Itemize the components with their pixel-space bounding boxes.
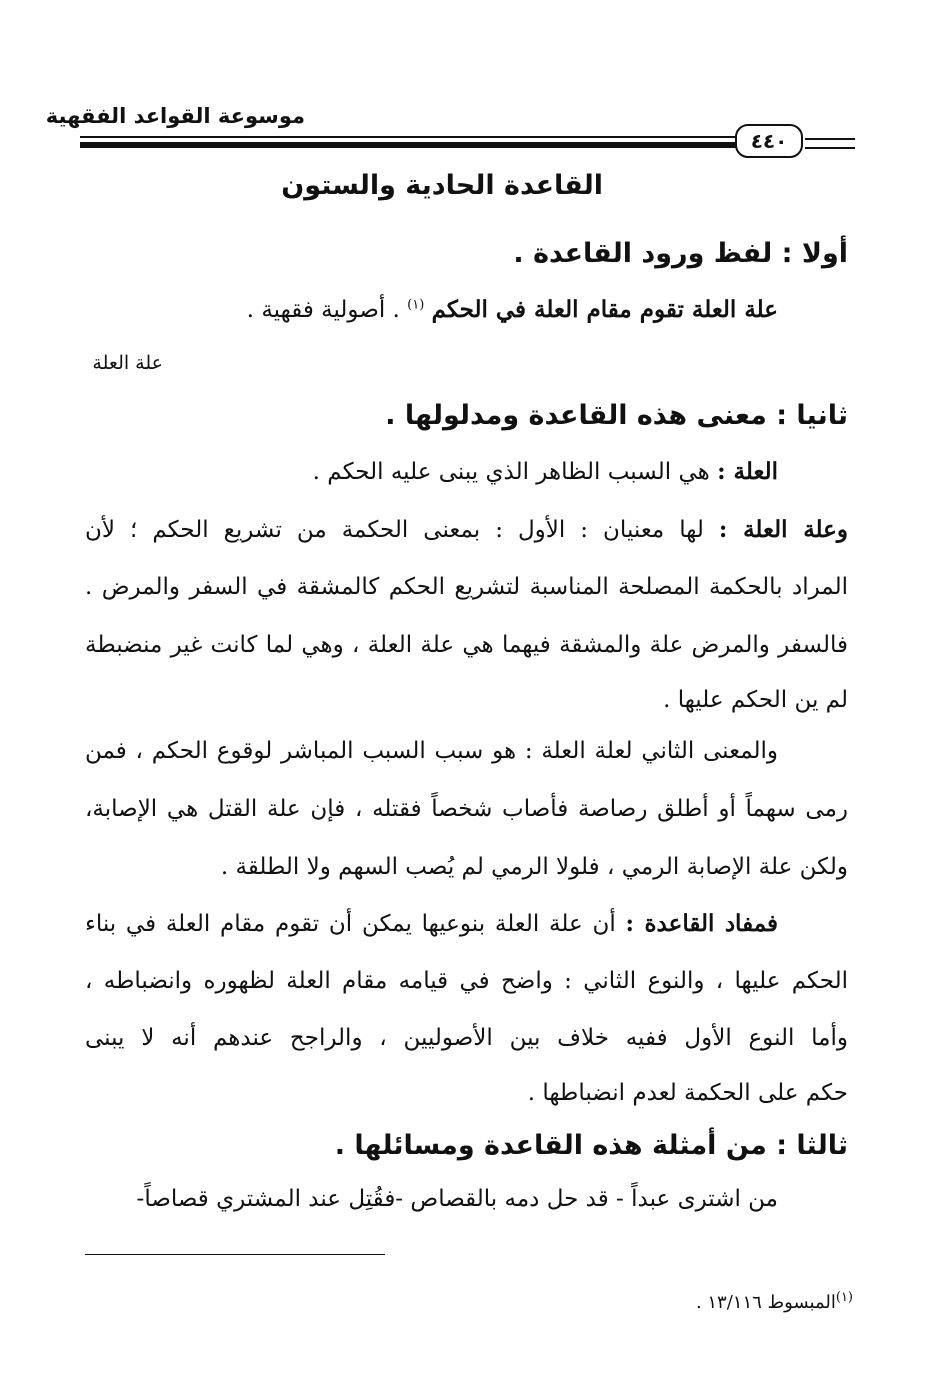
footnote-ref: (١) — [407, 297, 425, 313]
header-rule-thin — [80, 136, 800, 138]
rule-statement — [247, 296, 778, 323]
rule-statement-tail: . أصولية فقهية . — [246, 297, 400, 323]
paragraph-line — [85, 516, 848, 543]
paragraph-line: الحكم عليها ، والنوع الثاني : واضح في قيامه مقام العلة لظهوره وانضباطه ، — [85, 968, 848, 994]
term-label: العلة : — [717, 458, 778, 485]
paragraph-line: والمعنى الثاني لعلة العلة : هو سبب السبب المباشر لوقوع الحكم ، فمن — [85, 738, 778, 764]
paragraph-line: رمى سهماً أو أطلق رصاصة فأصاب شخصاً فقتله ، فإن علة القتل هي الإصابة، — [85, 796, 848, 822]
paragraph-text: لها معنيان : الأول : بمعنى الحكمة من تشريع الحكم ؛ لأن — [85, 517, 719, 543]
paragraph-line: فالسفر والمرض علة والمشقة فيهما هي علة العلة ، وهي لما كانت غير منضبطة — [85, 632, 848, 658]
rule-statement-text: علة العلة تقوم مقام العلة في الحكم — [431, 296, 778, 323]
paragraph-line — [85, 910, 778, 937]
paragraph-line: لم ين الحكم عليها . — [663, 687, 848, 713]
section1-heading: أولا : لفظ ورود القاعدة . — [513, 238, 848, 269]
header-rule-right — [805, 138, 855, 149]
footnote-text: المبسوط ١٣/١١٦ . — [695, 1292, 836, 1313]
paragraph-line: المراد بالحكمة المصلحة المناسبة لتشريع الحكم كالمشقة في السفر والمرض . — [85, 574, 848, 600]
paragraph-text: هي السبب الظاهر الذي يبنى عليه الحكم . — [312, 459, 718, 485]
rule-title: القاعدة الحادية والستون — [281, 170, 603, 201]
paragraph-line: حكم على الحكمة لعدم انضباطها . — [527, 1080, 848, 1106]
running-title: موسوعة القواعد الفقهية — [45, 104, 305, 128]
paragraph-line: وأما النوع الأول ففيه خلاف بين الأصوليين ، والراجح عندهم أنه لا يبنى — [85, 1025, 848, 1051]
footnote-separator — [85, 1254, 385, 1255]
section3-heading: ثالثا : من أمثلة هذه القاعدة ومسائلها . — [334, 1130, 848, 1161]
header-rule-thick — [80, 142, 800, 148]
page-number: ٤٤٠ — [735, 124, 803, 158]
section2-heading: ثانيا : معنى هذه القاعدة ومدلولها . — [385, 400, 848, 431]
term-label: وعلة العلة : — [718, 516, 848, 543]
paragraph-line — [313, 458, 778, 485]
term-label: فمفاد القاعدة : — [625, 910, 778, 937]
footnote — [696, 1290, 853, 1313]
paragraph-line: من اشترى عبداً - قد حل دمه بالقصاص -فقُتِل عند المشتري قصاصاً- — [136, 1186, 778, 1212]
paragraph-line: ولكن علة الإصابة الرمي ، فلولا الرمي لم يُصب السهم ولا الطلقة . — [220, 854, 848, 880]
footnote-marker: (١) — [835, 1290, 853, 1305]
side-label: علة العلة — [92, 352, 163, 374]
paragraph-text: أن علة العلة بنوعيها يمكن أن تقوم مقام العلة في بناء — [85, 911, 626, 937]
page-header — [45, 102, 855, 154]
